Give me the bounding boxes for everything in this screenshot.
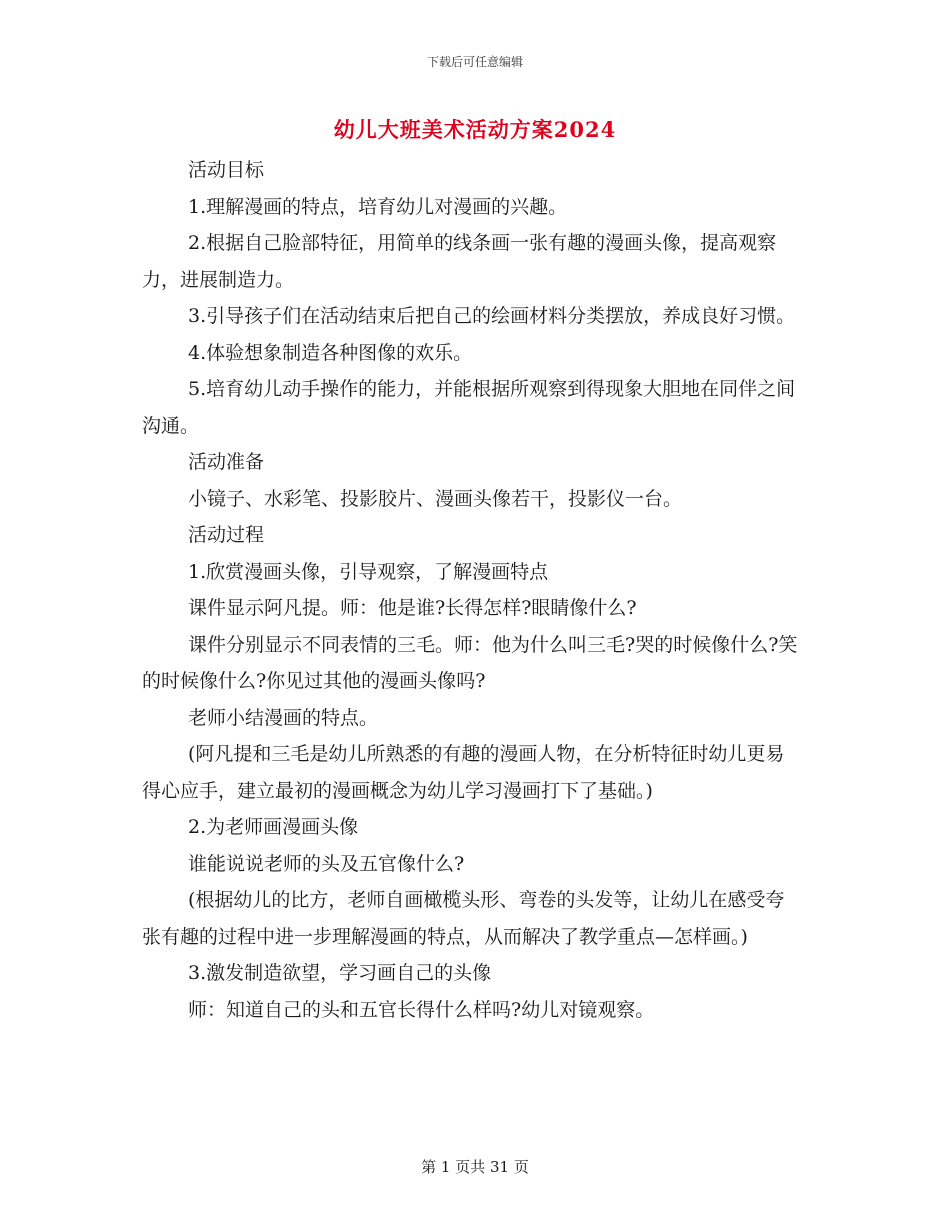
- paragraph: 课件分别显示不同表情的三毛。师：他为什么叫三毛?哭的时候像什么?笑的时候像什么?你见过其他的漫画头像吗?: [142, 633, 798, 692]
- paragraph: (根据幼儿的比方，老师自画橄榄头形、弯卷的头发等，让幼儿在感受夸张有趣的过程中进一步理解漫画的特点，从而解决了教学重点—怎样画。): [142, 889, 785, 948]
- paragraph: (阿凡提和三毛是幼儿所熟悉的有趣的漫画人物，在分析特征时幼儿更易得心应手，建立最初的漫画概念为幼儿学习漫画打下了基础。): [142, 743, 785, 802]
- goal-item: 5.培育幼儿动手操作的能力，并能根据所观察到得现象大胆地在同伴之间沟通。: [142, 378, 796, 437]
- step-heading: 3.激发制造欲望，学习画自己的头像: [188, 962, 492, 984]
- header-note: 下载后可任意编辑: [426, 55, 523, 69]
- paragraph: 小镜子、水彩笔、投影胶片、漫画头像若干，投影仪一台。: [188, 487, 683, 510]
- step-heading: 1.欣赏漫画头像，引导观察，了解漫画特点: [188, 560, 549, 583]
- goal-item: 1.理解漫画的特点，培育幼儿对漫画的兴趣。: [188, 195, 568, 218]
- section-heading-goals: 活动目标: [188, 159, 265, 181]
- paragraph: 课件显示阿凡提。师：他是谁?长得怎样?眼睛像什么?: [188, 597, 637, 619]
- goal-item: 3.引导孩子们在活动结束后把自己的绘画材料分类摆放，养成良好习惯。: [188, 305, 796, 327]
- paragraph: 老师小结漫画的特点。: [188, 706, 379, 729]
- paragraph: 师：知道自己的头和五官长得什么样吗?幼儿对镜观察。: [188, 998, 655, 1021]
- goal-item: 2.根据自己脸部特征，用简单的线条画一张有趣的漫画头像，提高观察力，进展制造力。: [142, 232, 777, 291]
- section-heading-process: 活动过程: [188, 524, 265, 546]
- document-title: 幼儿大班美术活动方案2024: [333, 117, 617, 142]
- goal-item: 4.体验想象制造各种图像的欢乐。: [188, 341, 473, 364]
- step-heading: 2.为老师画漫画头像: [188, 816, 359, 838]
- page-number-footer: 第 1 页共 31 页: [421, 1158, 529, 1176]
- paragraph: 谁能说说老师的头及五官像什么?: [188, 852, 465, 875]
- document-body: [142, 152, 802, 1028]
- section-heading-preparation: 活动准备: [188, 451, 265, 473]
